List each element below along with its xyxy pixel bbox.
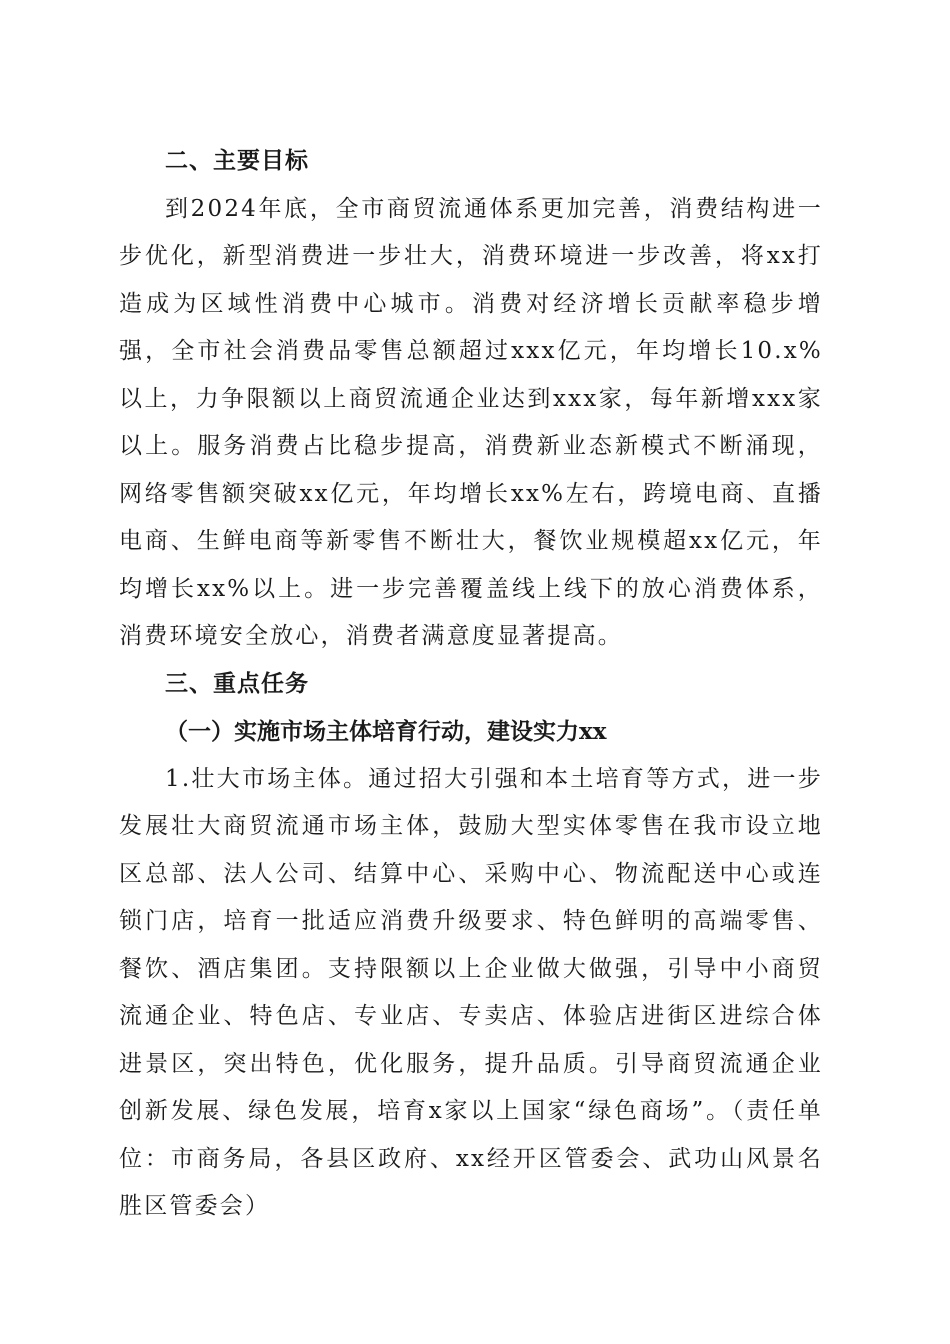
document-body — [119, 138, 823, 1231]
main-goals-paragraph: 到2024年底，全市商贸流通体系更加完善，消费结构进一步优化，新型消费进一步壮大，消费环境进一步改善，将xx打造成为区域性消费中心城市。消费对经济增长贡献率稳步增强，全市社会消费品零售总额超过xxx亿元，年均增长10.x%以上，力争限额以上商贸流通企业达到xxx家，每年新增xxx家以上。服务消费占比稳步提高，消费新业态新模式不断涌现，网络零售额突破xx亿元，年均增长xx%左右，跨境电商、直播电商、生鲜电商等新零售不断壮大，餐饮业规模超xx亿元，年均增长xx%以上。进一步完善覆盖线上线下的放心消费体系，消费环境安全放心，消费者满意度显著提高。 — [119, 195, 823, 649]
section-heading-key-tasks: 三、重点任务 — [165, 670, 309, 697]
section-heading-main-goals: 二、主要目标 — [165, 148, 309, 174]
market-entity-paragraph: 1.壮大市场主体。通过招大引强和本土培育等方式，进一步发展壮大商贸流通市场主体，鼓励大型实体零售在我市设立地区总部、法人公司、结算中心、采购中心、物流配送中心或连锁门店，培育一批适应消费升级要求、特色鲜明的高端零售、餐饮、酒店集团。支持限额以上企业做大做强，引导中小商贸流通企业、特色店、专业店、专卖店、体验店进街区进综合体进景区，突出特色，优化服务，提升品质。引导商贸流通企业创新发展、绿色发展，培育x家以上国家“绿色商场”。（责任单位：市商务局，各县区政府、xx经开区管委会、武功山风景名胜区管委会） — [119, 765, 823, 1219]
subsection-heading-market-entity: （一）实施市场主体培育行动，建设实力xx — [165, 718, 607, 745]
